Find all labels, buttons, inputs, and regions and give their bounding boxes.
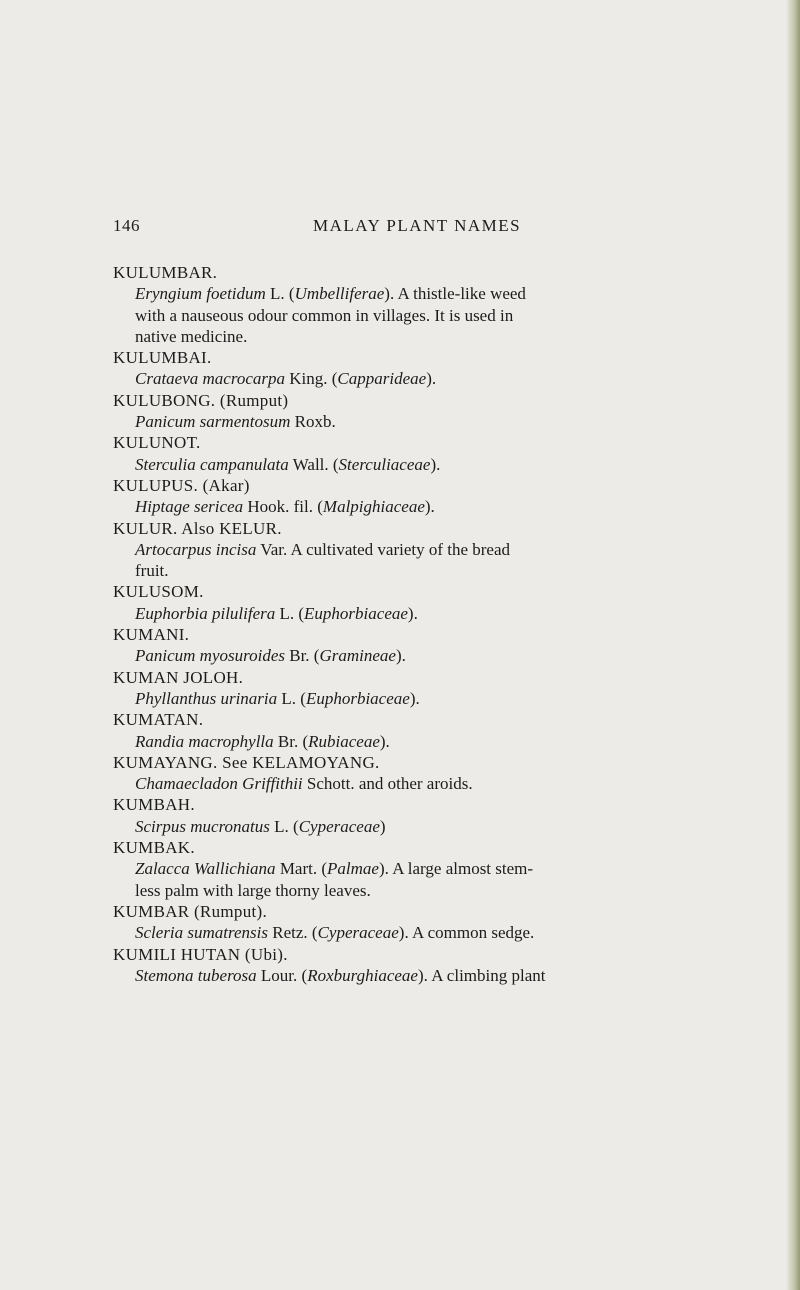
description-text: ). [395,646,406,666]
scientific-name: Zalacca Wallichiana [135,859,276,879]
description-text: ). [379,731,390,751]
dictionary-entry [113,667,713,710]
authority-text: Roxb. [290,412,336,432]
entry-headword: KUMAN JOLOH. [113,667,244,687]
authority-text: Var. A cultivated variety of the bread [256,539,511,559]
family-name: Rubiaceae [308,731,380,751]
dictionary-entry [113,518,713,582]
description-text: ). A climbing plant [417,965,546,985]
scientific-name: Scleria sumatrensis [135,923,269,943]
description-text: ). A large almost stem- [378,859,534,879]
entry-line [113,731,713,752]
scientific-name: Chamaecladon Griffithii [135,774,303,794]
page-edge-shadow [786,0,800,1290]
family-name: Euphorbiaceae [305,688,410,708]
running-head: MALAY PLANT NAMES [313,216,522,235]
authority-text: L. ( [275,603,305,623]
entry-text: less palm with large thorny leaves. [135,880,371,900]
entry-line [113,645,713,666]
family-name: Sterculiaceae [338,454,431,474]
entry-headword: KUMBAK. [113,838,195,858]
entry-line [113,965,713,986]
scientific-name: Scirpus mucronatus [135,816,270,836]
dictionary-entry [113,432,713,475]
entry-headword: KUMBAR (Rumput). [113,901,268,921]
authority-text: King. ( [285,369,338,389]
entry-headword: KUMATAN. [113,710,204,730]
entry-headword: KULUBONG. (Rumput) [113,390,289,410]
authority-text: Wall. ( [288,454,339,474]
description-text: ) [379,816,386,836]
authority-text: Br. ( [285,646,320,666]
dictionary-entry [113,901,713,944]
entry-line [113,858,713,879]
scientific-name: Randia macrophylla [135,731,274,751]
dictionary-entry [113,837,713,901]
authority-text: L. ( [265,284,295,304]
family-name: Malpighiaceae [322,497,425,517]
family-name: Euphorbiaceae [304,603,408,623]
entry-headword: KUMBAH. [113,795,195,815]
entry-headword: KULUPUS. (Akar) [113,475,250,495]
description-text: ). [426,369,437,389]
entry-headword: KUMILI HUTAN (Ubi). [113,944,288,964]
dictionary-entries [113,262,713,986]
authority-text: L. ( [277,688,306,708]
dictionary-entry [113,709,713,752]
authority-text: Hook. fil. ( [243,497,323,517]
entry-line [113,305,713,326]
description-text: ). [409,688,420,708]
family-name: Cyperaceae [298,816,380,836]
scientific-name: Hiptage sericea [135,497,244,517]
scientific-name: Panicum myosuroides [135,646,285,666]
scientific-name: Crataeva macrocarpa [135,369,285,389]
entry-line [113,560,713,581]
family-name: Gramineae [319,646,396,666]
entry-line [113,283,713,304]
dictionary-entry [113,944,713,987]
entry-line [113,922,713,943]
description-text: ). [407,603,418,623]
authority-text: Lour. ( [256,965,308,985]
page-header [113,216,709,240]
scientific-name: Panicum sarmentosum [135,412,291,432]
family-name: Roxburghiaceae [307,965,418,985]
entry-line [113,411,713,432]
dictionary-entry [113,347,713,390]
description-text: ). [424,497,435,517]
entry-text: with a nauseous odour common in villages. It is used in [135,305,514,325]
authority-text: Retz. ( [268,923,318,943]
authority-text: Mart. ( [275,859,328,879]
dictionary-entry [113,752,713,795]
entry-headword: KULUMBAR. [113,263,218,282]
scientific-name: Sterculia campanulata [135,454,289,474]
entry-line [113,816,713,837]
family-name: Capparideae [337,369,427,389]
page-number: 146 [113,216,140,235]
dictionary-entry [113,475,713,518]
family-name: Cyperaceae [317,923,399,943]
scientific-name: Euphorbia pilulifera [135,603,276,623]
entry-line [113,880,713,901]
family-name: Umbelliferae [294,284,385,304]
entry-line [113,454,713,475]
authority-text: Schott. and other aroids. [302,774,473,794]
entry-line [113,688,713,709]
family-name: Palmae [327,859,379,879]
dictionary-entry [113,581,713,624]
entry-line [113,496,713,517]
dictionary-entry [113,624,713,667]
entry-text: native medicine. [135,326,248,346]
entry-headword: KUMANI. [113,625,190,645]
entry-headword: KULUR. Also KELUR. [113,518,282,538]
scientific-name: Phyllanthus urinaria [135,688,278,708]
entry-headword: KULUSOM. [113,582,204,602]
entry-line [113,603,713,624]
dictionary-entry [113,262,713,347]
scientific-name: Eryngium foetidum [135,284,266,304]
dictionary-entry [113,794,713,837]
dictionary-entry [113,390,713,433]
description-text: ). [430,454,441,474]
scientific-name: Artocarpus incisa [135,539,257,559]
entry-text: fruit. [135,561,169,581]
authority-text: Br. ( [273,731,309,751]
scientific-name: Stemona tuberosa [135,965,257,985]
entry-line [113,326,713,347]
entry-line [113,539,713,560]
entry-headword: KULUMBAI. [113,348,212,368]
description-text: ). A common sedge. [398,923,535,943]
entry-line [113,368,713,389]
authority-text: L. ( [269,816,299,836]
entry-line [113,773,713,794]
entry-headword: KUMAYANG. See KELAMOYANG. [113,752,380,772]
entry-headword: KULUNOT. [113,433,201,453]
description-text: ). A thistle-like weed [384,284,526,304]
